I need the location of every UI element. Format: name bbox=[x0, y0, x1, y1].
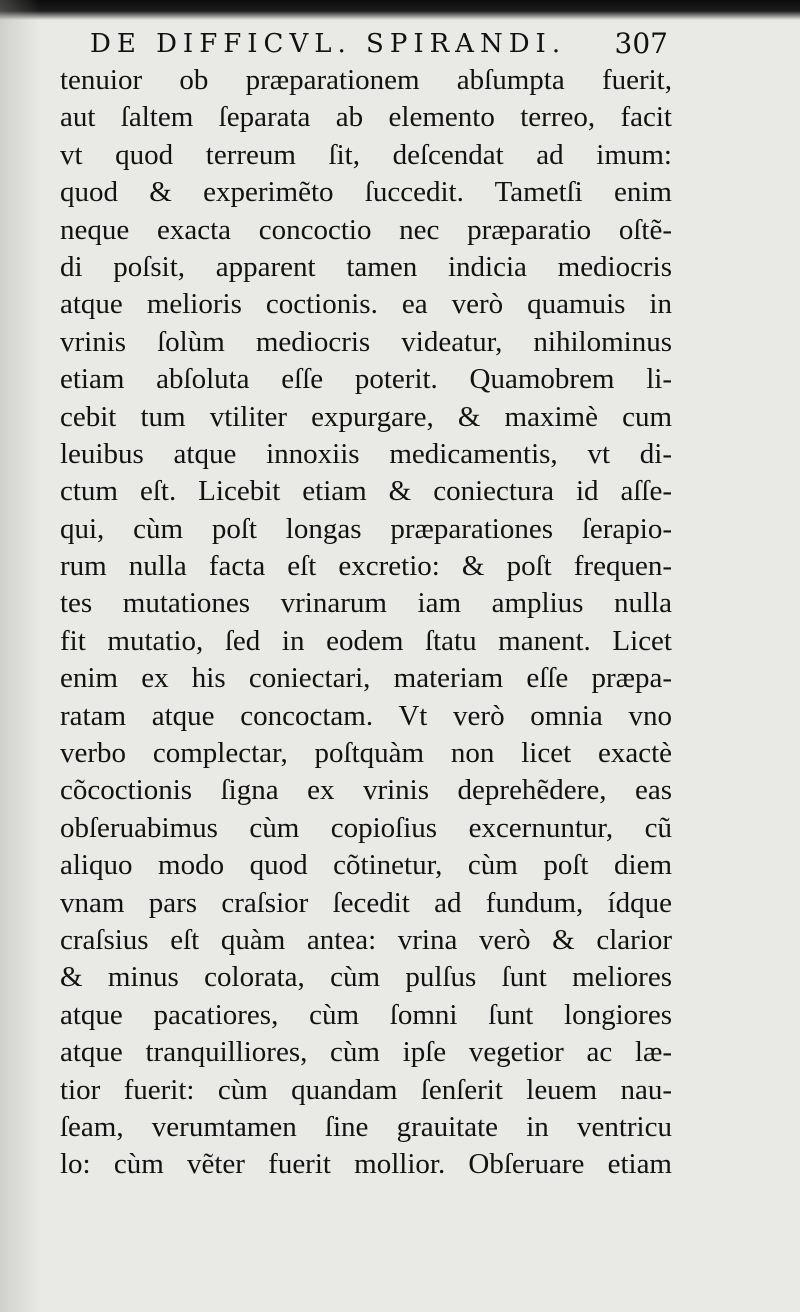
running-head bbox=[90, 24, 668, 64]
text-line: & minus colorata, cùm pulſus ſunt meliores bbox=[60, 961, 672, 994]
text-line: neque exacta concoctio nec præparatio oſtẽ- bbox=[60, 213, 672, 246]
text-line: cebit tum vtiliter expurgare, & maximè cum bbox=[60, 400, 672, 433]
text-line: quod & experimẽto ſuccedit. Tametſi enim bbox=[60, 176, 672, 209]
body-text bbox=[60, 62, 672, 1184]
page-top-edge-shadow bbox=[0, 0, 800, 20]
text-line: tior fuerit: cùm quandam ſenſerit leuem nau- bbox=[60, 1073, 672, 1106]
text-line: fit mutatio, ſed in eodem ſtatu manent. Licet bbox=[60, 624, 672, 657]
page-gutter-shading bbox=[0, 0, 40, 1312]
text-line: rum nulla facta eſt excretio: & poſt frequen- bbox=[60, 550, 672, 583]
text-line: enim ex his coniectari, materiam eſſe præpa- bbox=[60, 662, 672, 695]
text-line: verbo complectar, poſtquàm non licet exactè bbox=[60, 737, 672, 770]
text-line: lo: cùm vẽter fuerit mollior. Obſeruare etiam bbox=[60, 1148, 672, 1181]
page-number: 307 bbox=[614, 27, 668, 60]
text-line: cõcoctionis ſigna ex vrinis deprehẽdere, eas bbox=[60, 774, 672, 807]
text-line: atque pacatiores, cùm ſomni ſunt longiores bbox=[60, 998, 672, 1031]
text-line: atque melioris coctionis. ea verò quamuis in bbox=[60, 288, 672, 321]
text-line: ctum eſt. Licebit etiam & coniectura id aſſe- bbox=[60, 475, 672, 508]
text-line: ſeam, verumtamen ſine grauitate in ventricu bbox=[60, 1110, 672, 1143]
text-line: di poſsit, apparent tamen indicia mediocris bbox=[60, 250, 672, 283]
text-line: aut ſaltem ſeparata ab elemento terreo, facit bbox=[60, 101, 672, 134]
text-line: etiam abſoluta eſſe poterit. Quamobrem li- bbox=[60, 363, 672, 396]
text-line: vrinis ſolùm mediocris videatur, nihilominus bbox=[60, 325, 672, 358]
text-line: vnam pars craſsior ſecedit ad fundum, ídque bbox=[60, 886, 672, 919]
text-line: qui, cùm poſt longas præparationes ſerapio- bbox=[60, 512, 672, 545]
text-line: tes mutationes vrinarum iam amplius nulla bbox=[60, 587, 672, 620]
text-line: leuibus atque innoxiis medicamentis, vt di- bbox=[60, 437, 672, 470]
text-line: aliquo modo quod cõtinetur, cùm poſt diem bbox=[60, 849, 672, 882]
running-title: DE DIFFICVL. SPIRANDI. bbox=[90, 29, 567, 59]
text-line: tenuior ob præparationem abſumpta fuerit, bbox=[60, 64, 672, 96]
text-line: craſsius eſt quàm antea: vrina verò & clarior bbox=[60, 923, 672, 956]
text-line: atque tranquilliores, cùm ipſe vegetior ac læ- bbox=[60, 1036, 672, 1069]
text-line: obſeruabimus cùm copioſius excernuntur, cũ bbox=[60, 811, 672, 844]
text-line: vt quod terreum ſit, deſcendat ad imum: bbox=[60, 138, 672, 171]
text-line: ratam atque concoctam. Vt verò omnia vno bbox=[60, 699, 672, 732]
